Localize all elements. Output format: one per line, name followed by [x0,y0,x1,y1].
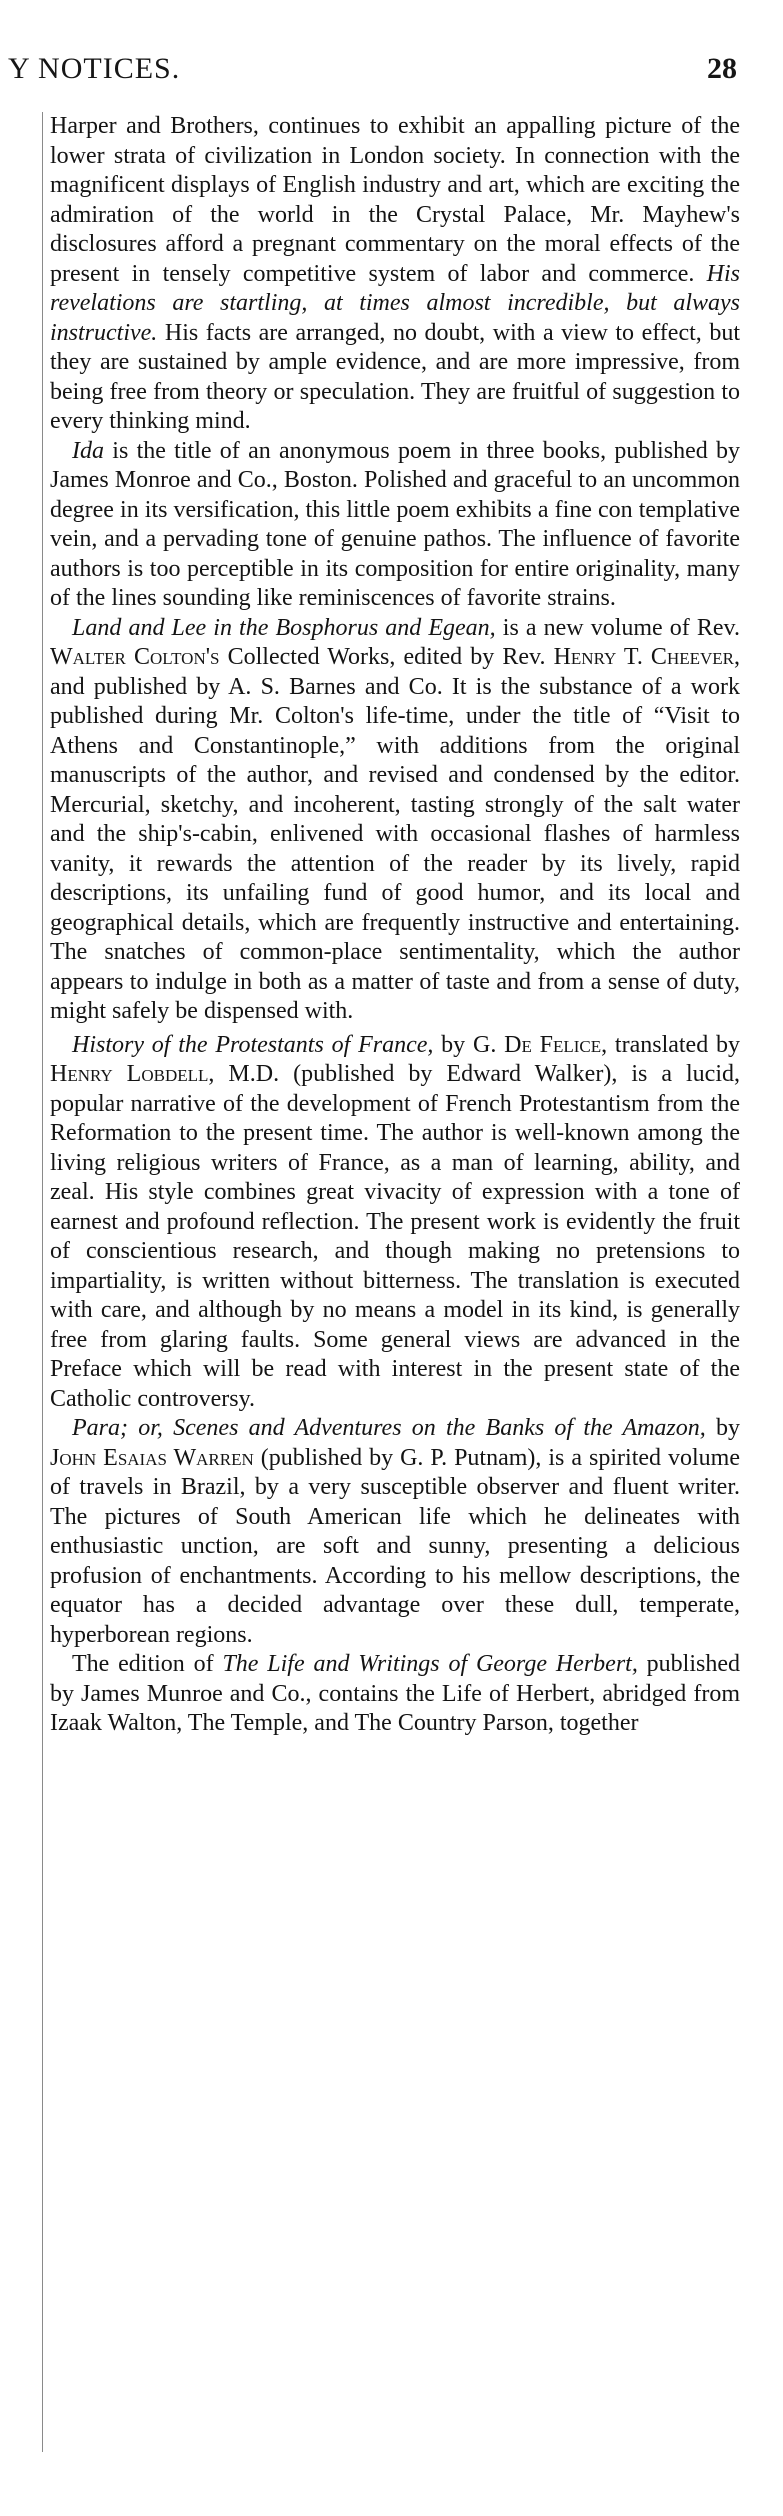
ida-text: is the title of an anonymous poem in three books, published by James Monroe and Co., Boston. Polished and graceful to an uncommon degree in its versification, this little poem exhibits a fine con templative vein, and a pervading tone of genuine pathos. The influence of favorite authors is too perceptible in its composition for entire originality, many of the lines sounding like reminiscences of favorite strains. [50,437,740,611]
prot-text-1: by [433,1031,473,1058]
para-text-1: by [705,1415,741,1441]
translator-henry-lobdell: Henry Lobdell, [50,1061,215,1087]
notices-column [50,112,740,1739]
prot-text-3: M.D. (published by Edward Walker), is a lucid, popular narrative of the development of French Protestantism from the Reformation to the present time. The author is well-known among the living religious writers of France, as a man of learning, ability, and zeal. His style combines great vivacity of expression with a tone of earnest and profound reflection. The present work is evidently the fruit of conscientious research, and though making no pretensions to impartiality, is written without bitterness. The translation is executed with care, and although by no means a model in its kind, is generally free from glaring faults. Some general views are advanced in the Preface which will be read with interest in the present state of the Catholic controversy. [50,1061,740,1412]
herbert-text: published by James Munroe and Co., contains the Life of Herbert, abridged from Izaak Walton, The Temple, and The Country Parson, together [50,1651,740,1736]
mayhew-text-2: His facts are arranged, no doubt, with a view to effect, but they are sustained by ample evidence, and are more impressive, from being free from theory or speculation. They are fruitful of suggestion to every thinking mind. [50,319,740,434]
book-title-ida: Ida [72,437,104,464]
running-header [8,52,763,92]
land-text-1: is a new volume of Rev. [495,614,740,641]
paragraph-ida [50,437,740,614]
book-title-land-and-lee: Land and Lee in the Bosphorus and Egean, [72,614,496,641]
paragraph-para [50,1414,740,1650]
book-title-protestants: History of the Protestants of France, [72,1031,434,1058]
book-title-para: Para; or, Scenes and Adventures on the Banks of the Amazon, [72,1415,706,1441]
author-walter-colton: Walter Colton's [50,644,220,670]
paragraph-protestants [50,1031,740,1415]
column-rule [42,112,43,2452]
editor-henry-cheever: Henry T. Cheever, [553,644,740,670]
author-john-warren: John Esaias Warren [50,1444,254,1471]
mayhew-text-1: Harper and Brothers, continues to exhibit an appalling picture of the lower strata of civilization in London society. In connection with the magnificent displays of English industry and art, which are exciting the admiration of the world in the Crystal Palace, Mr. Mayhew's disclosures afford a pregnant commentary on the moral effects of the present in tensely competitive system of labor and commerce. [50,113,740,287]
land-text-3: and published by A. S. Barnes and Co. It is the substance of a work published during Mr. Colton's life-time, under the title of “Visit to Athens and Constantinople,” with additions from the original manuscripts of the author, and revised and condensed by the editor. Mercurial, sketchy, and incoherent, tasting strongly of the salt water and the ship's-cabin, enlivened with occasional flashes of harmless vanity, it rewards the attention of the reader by its lively, rapid descriptions, its unfailing fund of good humor, and its local and geographical details, which are frequently instructive and entertaining. The snatches of common-place sentimentality, which the author appears to indulge in both as a matter of taste and from a sense of duty, might safely be dispensed with. [50,673,740,1024]
land-text-2: Collected Works, edited by Rev. [219,644,554,670]
book-title-herbert: The Life and Writings of George Herbert, [222,1651,638,1677]
mayhew-italic-remark: His revelations are startling, at times almost incredible, but always instructive. [50,260,740,346]
author-de-felice: G. De Felice, [472,1031,608,1058]
paragraph-mayhew [50,112,740,437]
paragraph-herbert [50,1650,740,1739]
prot-text-2: translated by [607,1031,741,1058]
herbert-lead: The edition of [72,1651,223,1677]
page-number: 28 [707,52,737,85]
running-title: Y NOTICES. [8,52,181,85]
para-text-2: (published by G. P. Putnam), is a spirited volume of travels in Brazil, by a very susceptible observer and fluent writer. The pictures of South American life which he delineates with enthusiastic unction, are soft and sunny, presenting a delicious profusion of enchantments. According to his mellow descriptions, the equator has a decided advantage over these dull, temperate, hyperborean regions. [50,1444,740,1648]
paragraph-land-and-lee [50,614,740,1027]
